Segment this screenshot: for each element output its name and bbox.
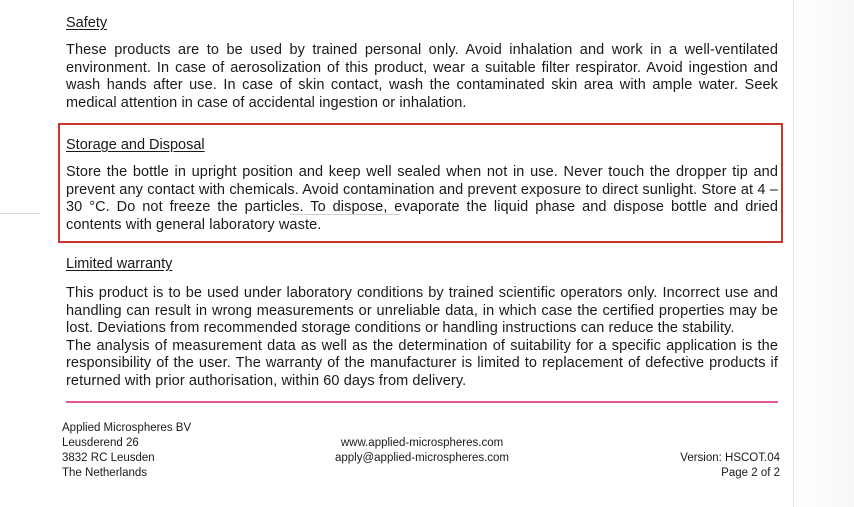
- safety-text: These products are to be used by trained personal only. Avoid inhalation and work in a well-ventilated environment. In case of aerosolization of this product, wear a suitable filter respirator. Avoid ingestion and wash hands after use. In case of skin contact, wash the contaminated skin area with ample water. Seek medical attention in case of accidental ingestion or inhalation.: [66, 42, 778, 111]
- warranty-heading: Limited warranty: [66, 256, 173, 272]
- warranty-section: [66, 255, 778, 391]
- footer-version: [680, 451, 780, 481]
- page-edge-shadow: [793, 0, 854, 507]
- warranty-paragraph-2: The analysis of measurement data as well as the determination of suitability for a specific application is the responsibility of the user. The warranty of the manufacturer is limited to replacement of defective products if returned with prior authorisation, within 60 days from delivery.: [66, 337, 778, 389]
- company-name: Applied Microspheres BV: [62, 422, 192, 434]
- website-link[interactable]: www.applied-microspheres.com: [340, 437, 504, 449]
- footer-contact: [322, 436, 522, 466]
- storage-heading: Storage and Disposal: [66, 137, 205, 153]
- version-label: Version: HSCOT.04: [680, 452, 780, 464]
- storage-section: [66, 136, 778, 234]
- email-link[interactable]: apply@applied-microspheres.com: [334, 452, 510, 464]
- scan-mark: [0, 213, 40, 214]
- footer-divider: [66, 401, 778, 403]
- city-address: 3832 RC Leusden: [62, 452, 155, 464]
- safety-heading: Safety: [66, 15, 108, 31]
- warranty-paragraph-1: This product is to be used under laboratory conditions by trained scientific operators only. Incorrect use and handling can result in wrong measurements or unreliable data, in which case the certified properties may be lost. Deviations from recommended storage conditions or handling instructions can reduce the stability.: [66, 285, 778, 337]
- page-number: Page 2 of 2: [721, 467, 780, 479]
- storage-text: Store the bottle in upright position and keep well sealed when not in use. Never touch the dropper tip and prevent any contact with chemicals. Avoid contamination and prevent exposure to direct sunlight. Store at 4 – 30 °C. Do not freeze the particles. To dispose, evaporate the liquid phase and dispose bottle and dried contents with general laboratory waste.: [66, 164, 778, 233]
- country: The Netherlands: [62, 467, 148, 479]
- street-address: Leusderend 26: [62, 437, 139, 449]
- safety-section: [66, 14, 778, 112]
- footer-address: [62, 421, 191, 481]
